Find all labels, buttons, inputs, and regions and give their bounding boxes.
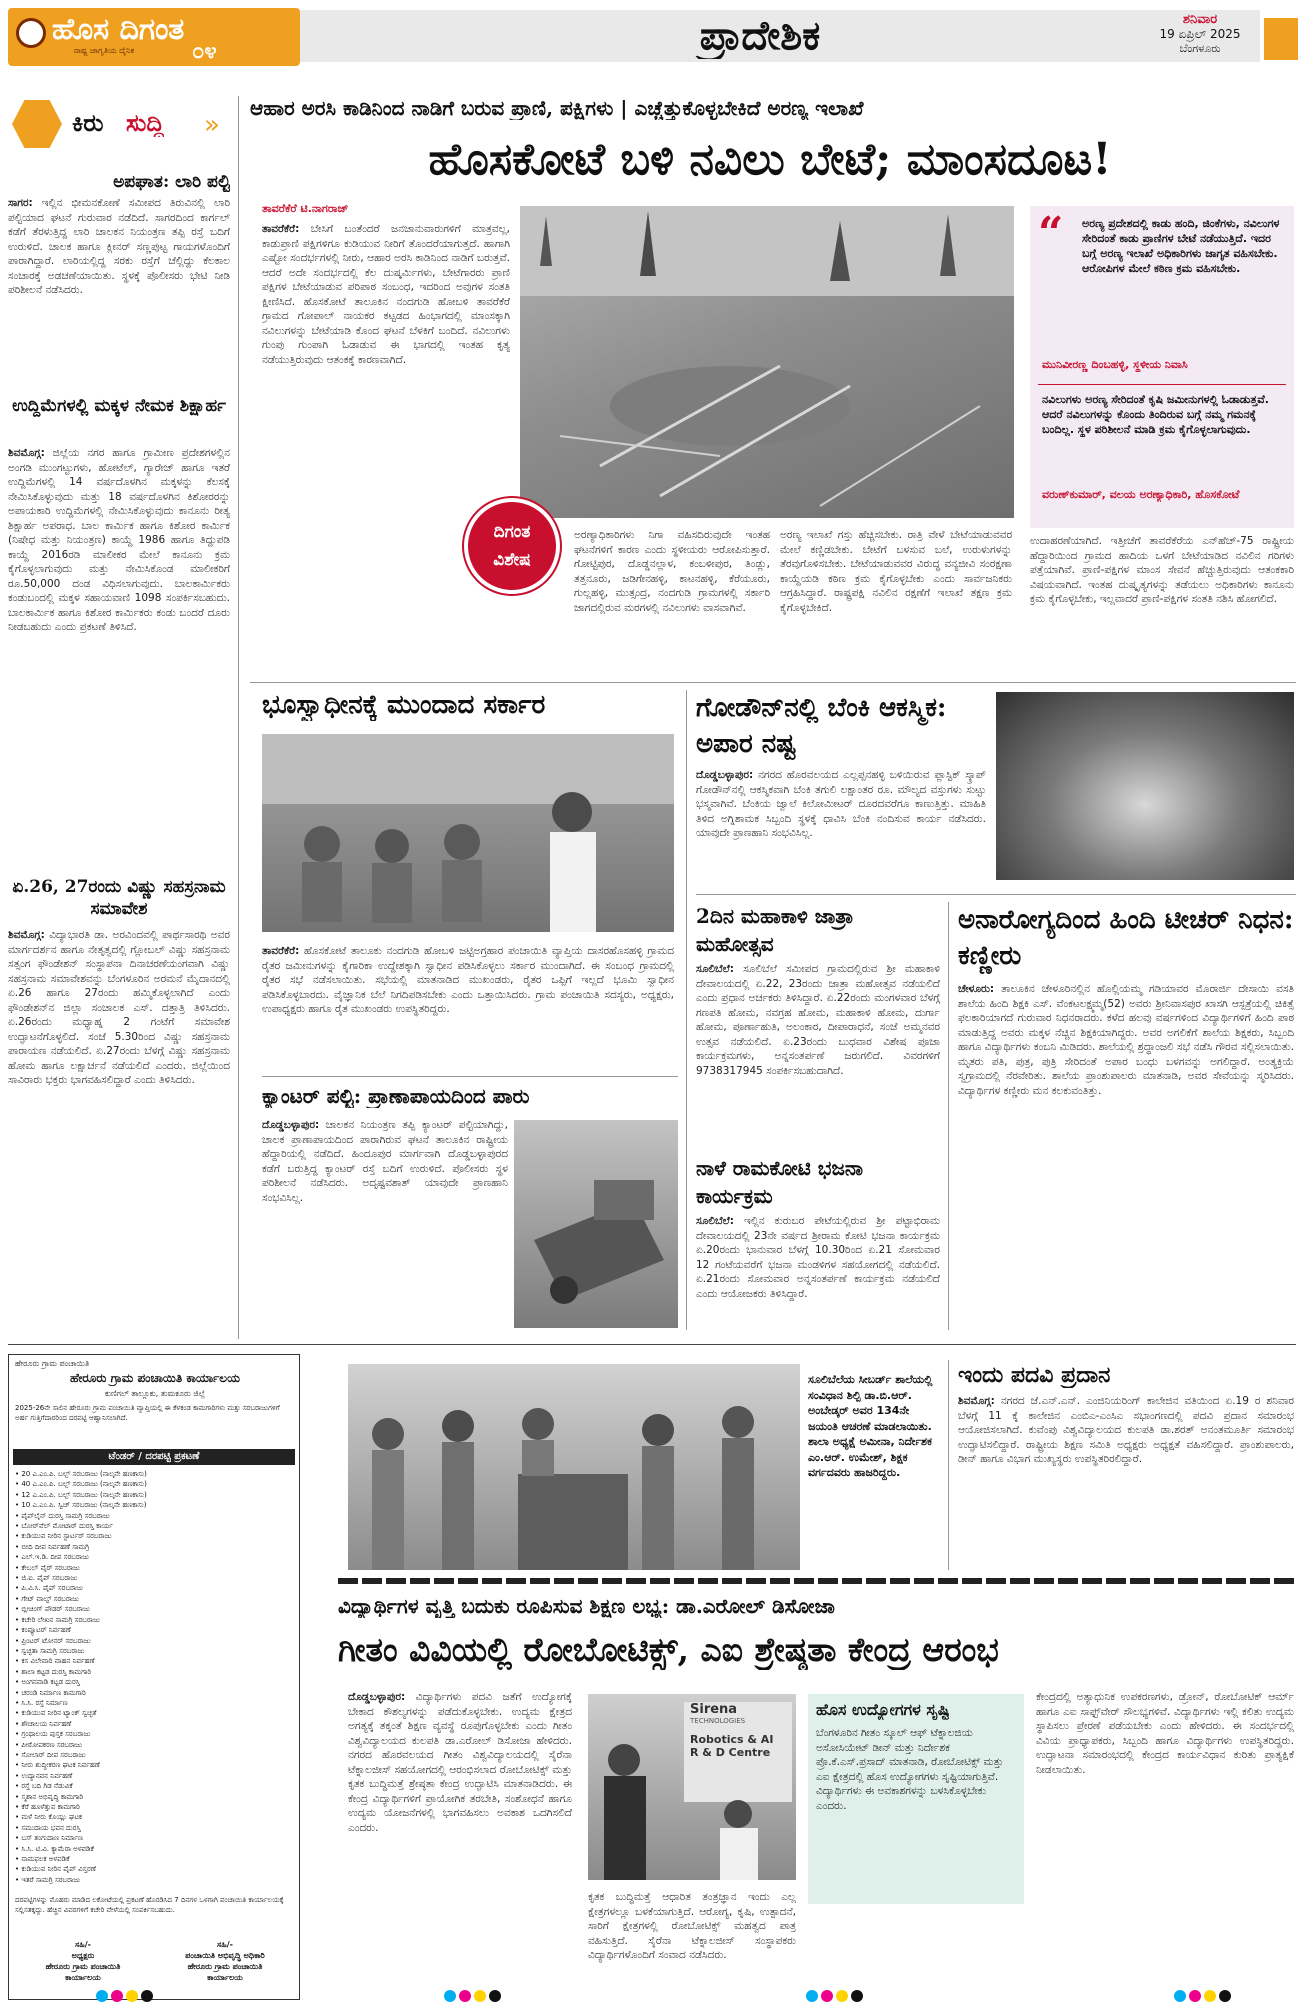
robotics-text-3: ಕೇಂದ್ರದಲ್ಲಿ ಅತ್ಯಾಧುನಿಕ ಉಪಕರಣಗಳು, ಡ್ರೋನ್, ರೋಬೋಟಿಕ್ ಆರ್ಮ್ ಹಾಗೂ ಎಐ ಸಾಫ್ಟ್‌ವೇರ್ ಸೌಲಭ್ಯಗಳಿವೆ. ವಿದ್ಯಾರ್ಥಿಗಳು ಇಲ್ಲಿ ಕಲಿತು ಉದ್ಯಮ ಸ್ಥಾಪಿಸಲು ಪ್ರೇರಣೆ ಪಡೆಯಬೇಕು ಎಂದು ಹೇಳಿದರು. ಈ ಸಂದರ್ಭದಲ್ಲಿ ವಿವಿಯ ಪ್ರಾಧ್ಯಾಪಕರು, ಸಿಬ್ಬಂದಿ ಹಾಗೂ ವಿದ್ಯಾರ್ಥಿಗಳು ಉಪಸ್ಥಿತರಿದ್ದರು. ಉದ್ಘಾಟನಾ ಸಮಾರಂಭದಲ್ಲಿ ಕೇಂದ್ರದ ಕಾರ್ಯವಿಧಾನ ಕುರಿತು ಪ್ರಾತ್ಯಕ್ಷಿಕೆ ನೀಡಲಾಯಿತು. xyxy=(1036,1691,1294,1776)
jatra-headline: 2ದಿನ ಮಹಾಕಾಳಿ ಜಾತ್ರಾ ಮಹೋತ್ಸವ xyxy=(696,904,854,956)
robotics-box-text: ಬೆಂಗಳೂರಿನ ಗೀತಂ ಸ್ಕೂಲ್ ಆಫ್ ಟೆಕ್ನಾಲಜಿಯ ಅಸೋಸಿಯೇಟ್ ಡೀನ್ ಮತ್ತು ನಿರ್ದೇಶಕ ಪ್ರೊ.ಕೆ.ಎಸ್.ಪ್ರಸಾದ್ ಮಾತನಾಡಿ, ರೋಬೋಟಿಕ್ಸ್ ಮತ್ತು ಎಐ ಕ್ಷೇತ್ರದಲ್ಲಿ ಹೊಸ ಉದ್ಯೋಗಗಳು ಸೃಷ್ಟಿಯಾಗುತ್ತಿವೆ. ವಿದ್ಯಾರ್ಥಿಗಳು ಈ ಅವಕಾಶಗಳನ್ನು ಬಳಸಿಕೊಳ್ಳಬೇಕು ಎಂದರು. xyxy=(816,1727,1004,1812)
fire-headline: ಗೋಡೌನ್‌ನಲ್ಲಿ ಬೆಂಕಿ ಆಕಸ್ಮಿಕ: ಅಪಾರ ನಷ್ಟ xyxy=(696,693,947,759)
robotics-photo-label-4: R & D Centre xyxy=(690,1746,771,1759)
robotics-body xyxy=(348,1690,572,2000)
tender-item: • ಕೆರೆ ಹೂಳೆತ್ತುವ ಕಾಮಗಾರಿ xyxy=(15,1803,80,1811)
tender-item: • ಇತರೆ ಸಾಮಗ್ರಿ ಸರಬರಾಜು xyxy=(15,1875,81,1884)
lead-text-2: ಅರಣ್ಯಾಧಿಕಾರಿಗಳು ನಿಗಾ ವಹಿಸದಿರುವುದೇ ಇಂತಹ ಘಟನೆಗಳಿಗೆ ಕಾರಣ ಎಂದು ಸ್ಥಳೀಯರು ಆರೋಪಿಸುತ್ತಾರೆ. ಗೋಟ್ಟಿಪುರ, ದೊಡ್ಡನಲ್ಲಾಳ, ಕಂಬಳೀಪುರ, ತಿಂಡ್ಲು, ತತ್ತನೂರು, ಜಡಿಗೇನಹಳ್ಳಿ, ಕಾಟನಹಳ್ಳಿ, ಕೆರೆಯೂರು, ಗುಲ್ಲಹಳ್ಳಿ, ಮುತ್ಸಂದ್ರ, ನಂದಗುಡಿ ಗ್ರಾಮಗಳಲ್ಲಿ ಸರ್ಕಾರಿ ಜಾಗದಲ್ಲಿರುವ ಮರಗಳಲ್ಲಿ ನವಿಲುಗಳು ವಾಸವಾಗಿವೆ. xyxy=(574,529,770,614)
robotics-kicker-bar xyxy=(338,1578,1296,1584)
sign-left-line-1: ಸಹಿ/- xyxy=(75,1940,91,1949)
page-number: ೦೪ xyxy=(192,38,217,64)
quote-1-text: ಅರಣ್ಯ ಪ್ರದೇಶದಲ್ಲಿ ಕಾಡು ಹಂದಿ, ಜಿಂಕೆಗಳು, ನವಿಲುಗಳ ಸೇರಿದಂತೆ ಕಾಡು ಪ್ರಾಣಿಗಳ ಬೇಟೆ ನಡೆಯುತ್ತಿದೆ. ಇದರ ಬಗ್ಗೆ ಅರಣ್ಯ ಇಲಾಖೆ ಅಧಿಕಾರಿಗಳು ಜಾಗೃತ ವಹಿಸಬೇಕು. ಆರೋಪಿಗಳ ಮೇಲೆ ಕಠಿಣ ಕ್ರಮ ವಹಿಸಬೇಕು. xyxy=(1082,217,1280,275)
canter-photo xyxy=(514,1120,678,1328)
tender-item: • 10 ಎ.ಎಂ.ಪಿ. ಸ್ವಿಚ್ ಸರಬರಾಜು (ನಾಲ್ಕನೇ ಹಣಕಾಸು) xyxy=(15,1501,147,1510)
tender-item: • ಗ್ರಂಥಾಲಯ ಪುಸ್ತಕ ಸರಬರಾಜು xyxy=(15,1730,91,1739)
bhajana-body xyxy=(696,1214,940,1332)
teacher-dateline: ಚೇಳೂರು: xyxy=(958,983,995,995)
tender-item: • 40 ಎ.ಎಂ.ಪಿ. ಬಲ್ಬ್ ಸರಬರಾಜು (ನಾಲ್ಕನೇ ಹಣಕಾಸು) xyxy=(15,1480,147,1489)
robotics-dateline: ದೊಡ್ಡಬಳ್ಳಾಪುರ: xyxy=(348,1691,406,1703)
tender-item: • ನಾಮಫಲಕ ಅಳವಡಿಕೆ xyxy=(15,1855,70,1864)
masthead-city: ಬೆಂಗಳೂರು xyxy=(1179,42,1221,55)
quote-mark-icon: “ xyxy=(1038,208,1064,259)
robotics-photo-label-1: Sirena xyxy=(690,1702,738,1717)
tender-footer-text: ದರಪಟ್ಟಿಗಳನ್ನು ಮೊಹರು ಮಾಡಿದ ಲಕೋಟೆಯಲ್ಲಿ ಪ್ರಕಟಣೆ ಹೊರಡಿಸಿದ 7 ದಿನಗಳ ಒಳಗಾಗಿ ಪಂಚಾಯಿತಿ ಕಾರ್ಯಾಲಯಕ್ಕೆ ಸಲ್ಲಿಸತಕ್ಕದ್ದು. ಹೆಚ್ಚಿನ ವಿವರಗಳಿಗೆ ಕಚೇರಿ ವೇಳೆಯಲ್ಲಿ ಸಂಪರ್ಕಿಸಬಹುದು. xyxy=(15,1896,284,1914)
tender-item: • ಎಲ್.ಇ.ಡಿ. ದೀಪ ಸರಬರಾಜು xyxy=(15,1553,90,1562)
quote-2-author: ವರುಣ್‌ಕುಮಾರ್, ವಲಯ ಅರಣ್ಯಾಧಿಕಾರಿ, ಹೊಸಕೋಟೆ xyxy=(1042,488,1240,501)
tender-item: • ಬಸ್ ತಂಗುದಾಣ ನಿರ್ಮಾಣ xyxy=(15,1834,83,1843)
tender-item: • ಬೋರ್‌ವೆಲ್ ಮೋಟಾರ್ ದುರಸ್ತಿ ಕಾರ್ಯ xyxy=(15,1522,113,1531)
quote-2-text: ನವಿಲುಗಳು ಅರಣ್ಯ ಸೇರಿದಂತೆ ಕೃಷಿ ಜಮೀನುಗಳಲ್ಲಿ ಓಡಾಡುತ್ತವೆ. ಆದರೆ ನವಿಲುಗಳನ್ನು ಕೊಂದು ತಿಂದಿರುವ ಬಗ್ಗೆ ನಮ್ಮ ಗಮನಕ್ಕೆ ಬಂದಿಲ್ಲ. ಸ್ಥಳ ಪರಿಶೀಲನೆ ಮಾಡಿ ಕ್ರಮ ಕೈಗೊಳ್ಳಲಾಗುವುದು. xyxy=(1042,393,1269,436)
section-rule xyxy=(8,1344,1296,1345)
tender-item: • ಪೀಠೋಪಕರಣ ಸರಬರಾಜು xyxy=(15,1740,83,1749)
tender-item: • ಕುಡಿಯುವ ನೀರಿನ ಪೈಪ್ ವಿಸ್ತರಣೆ xyxy=(15,1865,96,1874)
tender-item: • ಸಿ.ಸಿ. ಟಿ.ವಿ. ಕ್ಯಾಮೆರಾ ಅಳವಡಿಕೆ xyxy=(15,1844,94,1853)
masthead xyxy=(0,0,1308,70)
digantha-vishesha-badge xyxy=(464,498,560,594)
registration-marks xyxy=(806,1990,863,2002)
robotics-box xyxy=(808,1694,1024,1904)
robotics-body-2 xyxy=(588,1890,796,2000)
lead-photo xyxy=(520,206,1014,518)
tender-item: • ಸೋಲಾರ್ ದೀಪ ಸರಬರಾಜು xyxy=(15,1750,86,1759)
lead-body-3 xyxy=(780,528,1012,674)
tender-item: • ಕಸ ವಿಲೇವಾರಿ ವಾಹನ ನಿರ್ವಹಣೆ xyxy=(15,1657,95,1666)
tender-item: • 12 ಎ.ಎಂ.ಪಿ. ಬಲ್ಬ್ ಸರಬರಾಜು (ನಾಲ್ಕನೇ ಹಣಕಾಸು) xyxy=(15,1490,147,1499)
tender-office-top: ಹೇರೂರು ಗ್ರಾಮ ಪಂಚಾಯಿತಿ xyxy=(15,1359,90,1368)
tender-item: • ಬೀದಿ ದೀಪ ನಿರ್ವಹಣೆ ಸಾಮಗ್ರಿ xyxy=(15,1542,90,1551)
sign-right-line-2: ಪಂಚಾಯಿತಿ ಅಭಿವೃದ್ಧಿ ಅಧಿಕಾರಿ xyxy=(185,1951,265,1960)
canter-photo-graphic xyxy=(514,1120,678,1328)
land-text: ಹೊಸಕೋಟೆ ತಾಲೂಕು ನಂದಗುಡಿ ಹೋಬಳಿ ಜಟ್ಟಿಅಗ್ರಹಾರ ಪಂಚಾಯಿತಿ ವ್ಯಾಪ್ತಿಯ ದಾಸರಹೊಸಹಳ್ಳಿ ಗ್ರಾಮದ ರೈತರ ಜಮೀನುಗಳನ್ನು ಕೈಗಾರಿಕಾ ಉದ್ದೇಶಕ್ಕಾಗಿ ಸ್ವಾಧೀನ ಪಡಿಸಿಕೊಳ್ಳಲು ಸರ್ಕಾರ ಮುಂದಾಗಿದೆ. ಈ ಸಂಬಂಧ ಗ್ರಾಮದಲ್ಲಿ ರೈತರ ಸಭೆ ನಡೆಸಲಾಯಿತು. ಸಭೆಯಲ್ಲಿ ಮಾತನಾಡಿದ ಮುಖಂಡರು, ರೈತರ ಒಪ್ಪಿಗೆ ಇಲ್ಲದೆ ಭೂಮಿ ಸ್ವಾಧೀನ ಪಡಿಸಿಕೊಳ್ಳಬಾರದು. ವೈಜ್ಞಾನಿಕ ಬೆಲೆ ನಿಗದಿಪಡಿಸಬೇಕು ಎಂದು ಒತ್ತಾಯಿಸಿದರು. ಗ್ರಾಮ ಪಂಚಾಯಿತಿ ಸದಸ್ಯರು, ಅಧ್ಯಕ್ಷರು, ಉಪಾಧ್ಯಕ್ಷರು ಹಾಗೂ ರೈತ ಮುಖಂಡರು ಉಪಸ್ಥಿತರಿದ್ದರು. xyxy=(262,945,674,1015)
land-headline: ಭೂಸ್ವಾಧೀನಕ್ಕೆ ಮುಂದಾದ ಸರ್ಕಾರ xyxy=(262,690,546,720)
kirusuddi-title-1: ಅಪಘಾತ: ಲಾರಿ ಪಲ್ಟಿ xyxy=(113,172,230,192)
robotics-photo-label-2: TECHNOLOGIES xyxy=(690,1717,746,1725)
tender-item: • ಮಳೆ ನೀರು ಕೊಯ್ಲು ಘಟಕ xyxy=(15,1813,83,1822)
registration-marks xyxy=(96,1990,153,2002)
kirusuddi-header xyxy=(8,96,230,152)
tender-item: • ರಸ್ತೆ ಬದಿ ಗಿಡ ನೆಡುವಿಕೆ xyxy=(15,1782,73,1791)
masthead-date: 19 ಏಪ್ರಿಲ್ 2025 xyxy=(1159,27,1241,41)
bhajana-headline: ನಾಳೆ ರಾಮಕೋಟಿ ಭಜನಾ ಕಾರ್ಯಕ್ರಮ xyxy=(696,1156,864,1208)
badge-bottom-text: ವಿಶೇಷ xyxy=(493,550,531,570)
kirusuddi-column xyxy=(8,96,230,1339)
logo-text: ಹೊಸ ದಿಗಂತ xyxy=(52,12,185,47)
ambedkar-caption: ಸೂಲಿಬೆಲೆಯ ಸೀಬರ್ಡ್ ಶಾಲೆಯಲ್ಲಿ ಸಂವಿಧಾನ ಶಿಲ್ಪಿ ಡಾ.ಬಿ.ಆರ್. ಅಂಬೇಡ್ಕರ್ ಅವರ 134ನೇ ಜಯಂತಿ ಆಚರಣೆ ಮಾಡಲಾಯಿತು. ಶಾಲಾ ಅಧ್ಯಕ್ಷೆ ಅಮೀನಾ, ನಿರ್ದೇಶಕ ಎಂ.ಆರ್. ಉಮೇಶ್, ಶಿಕ್ಷಕ ವರ್ಗದವರು ಹಾಜರಿದ್ದರು. xyxy=(808,1373,933,1479)
tender-item: • ನೀರು ಶುದ್ಧೀಕರಣ ಘಟಕ ನಿರ್ವಹಣೆ xyxy=(15,1761,100,1770)
lead-text-4: ಉದಾಹರಣೆಯಾಗಿದೆ. ಇತ್ತೀಚೆಗೆ ತಾವರೆಕೆರೆಯ ಎನ್‌ಹೆಚ್-75 ರಾಷ್ಟ್ರೀಯ ಹೆದ್ದಾರಿಯಿಂದ ಗ್ರಾಮದ ಹಾದಿಯ ಒಳಗೆ ಬೇಟೆಯಾಡಿದ ನವಿಲಿನ ಗರಿಗಳು ಪತ್ತೆಯಾಗಿವೆ. ಪ್ರಾಣಿ-ಪಕ್ಷಿಗಳ ಮಾಂಸ ಸೇವನೆ ಹೆಚ್ಚುತ್ತಿರುವುದು ಆತಂಕಕಾರಿ ವಿಷಯವಾಗಿದೆ. ಇಂತಹ ದುಷ್ಕೃತ್ಯಗಳನ್ನು ತಡೆಯಲು ಅಧಿಕಾರಿಗಳು ಕಾನೂನು ಕ್ರಮ ಕೈಗೊಳ್ಳಬೇಕು, ಇಲ್ಲವಾದರೆ ಪ್ರಾಣಿ-ಪಕ್ಷಿಗಳ ಸಂತತಿ ನಶಿಸಿ ಹೋಗಲಿದೆ. xyxy=(1030,535,1294,605)
tender-item: • ಪೈಪ್‌ಲೈನ್ ದುರಸ್ತಿ ಸಾಮಗ್ರಿ ಸರಬರಾಜು xyxy=(15,1511,110,1520)
jatra-dateline: ಸೂಲಿಬೆಲೆ: xyxy=(696,963,734,975)
sign-left-line-3: ಹೇರೂರು ಗ್ರಾಮ ಪಂಚಾಯಿತಿ xyxy=(45,1962,121,1971)
column-divider xyxy=(948,902,949,1330)
robotics-kicker: ವಿದ್ಯಾರ್ಥಿಗಳ ವೃತ್ತಿ ಬದುಕು ರೂಪಿಸುವ ಶಿಕ್ಷಣ ಲಭ್ಯ: ಡಾ.ಎರೋಲ್ ಡಿಸೋಜಾ xyxy=(338,1594,835,1618)
tender-item: • ಸಿ.ಸಿ. ರಸ್ತೆ ನಿರ್ಮಾಣ xyxy=(15,1698,68,1707)
land-body xyxy=(262,944,674,1070)
fire-body xyxy=(696,768,986,888)
robotics-text: ವಿದ್ಯಾರ್ಥಿಗಳು ಪದವಿ ಜತೆಗೆ ಉದ್ಯೋಗಕ್ಕೆ ಬೇಕಾದ ಕೌಶಲ್ಯಗಳನ್ನು ಪಡೆದುಕೊಳ್ಳಬೇಕು. ಉದ್ಯಮ ಕ್ಷೇತ್ರದ ಅಗತ್ಯಕ್ಕೆ ತಕ್ಕಂತೆ ಶಿಕ್ಷಣ ವ್ಯವಸ್ಥೆ ರೂಪುಗೊಳ್ಳಬೇಕು ಎಂದು ಗೀತಂ ವಿಶ್ವವಿದ್ಯಾಲಯದ ಕುಲಪತಿ ಡಾ.ಎರೋಲ್ ಡಿಸೋಜಾ ಹೇಳಿದರು. ನಗರದ ಹೊರವಲಯದ ಗೀತಂ ವಿಶ್ವವಿದ್ಯಾಲಯದಲ್ಲಿ ಸೈರೆನಾ ಟೆಕ್ನಾಲಜೀಸ್ ಸಹಯೋಗದಲ್ಲಿ ಆರಂಭಿಸಲಾದ ರೋಬೋಟಿಕ್ಸ್ ಮತ್ತು ಕೃತಕ ಬುದ್ಧಿಮತ್ತೆ ಶ್ರೇಷ್ಠತಾ ಕೇಂದ್ರ ಉದ್ಘಾಟಿಸಿ ಮಾತನಾಡಿದರು. ಈ ಕೇಂದ್ರ ವಿದ್ಯಾರ್ಥಿಗಳಿಗೆ ಪ್ರಾಯೋಗಿಕ ತರಬೇತಿ, ಸಂಶೋಧನೆ ಹಾಗೂ ಉದ್ಯಮ ಯೋಜನೆಗಳಲ್ಲಿ ಭಾಗವಹಿಸಲು ಅವಕಾಶ ಒದಗಿಸಲಿದೆ ಎಂದರು. xyxy=(348,1691,572,1834)
kirusuddi-text-3: ವಿದ್ಯಾಭಾರತಿ ಡಾ. ಅರವಿಂದವಲ್ಲಿ ಪಾರ್ಥಸಾರಥಿ ಅವರ ಮಾರ್ಗದರ್ಶನ ಹಾಗೂ ನೇತೃತ್ವದಲ್ಲಿ ಗ್ಲೋಬಲ್ ವಿಷ್ಣು ಸಹಸ್ರನಾಮ ಸತ್ಸಂಗ ಫೌಂಡೇಶನ್ ಸಂಸ್ಥಾಪನಾ ದಿನಾಚರಣೆಯಂಗವಾಗಿ ವಿಷ್ಣು ಸಹಸ್ರನಾಮ ಸಮಾವೇಶವನ್ನು ಬೆಂಗಳೂರಿನ ಅರಮನೆ ಮೈದಾನದಲ್ಲಿ ಏ.26 ಹಾಗೂ 27ರಂದು ಹಮ್ಮಿಕೊಳ್ಳಲಾಗಿದೆ ಎಂದು ಫೌಂಡೇಶನ್‌ನ ಜಿಲ್ಲಾ ಸಂಚಾಲಕ ಎಸ್. ದತ್ತಾತ್ರಿ ತಿಳಿಸಿದರು. ಏ.26ರಂದು ಮಧ್ಯಾಹ್ನ 2 ಗಂಟೆಗೆ ಸಮಾವೇಶ ಉದ್ಘಾಟನೆಗೊಳ್ಳಲಿದೆ. ಸಂಜೆ 5.30ರಿಂದ ವಿಷ್ಣು ಸಹಸ್ರನಾಮ ಪಾರಾಯಣ ನಡೆಯಲಿದೆ. ಏ.27ರಂದು ಬೆಳಗ್ಗೆ ವಿಷ್ಣು ಸಹಸ್ರನಾಮ ಹೋಮ ಹಾಗೂ ಲಕ್ಷಾರ್ಚನೆ ನಡೆಯಲಿದೆ ಎಂದರು. ಜಿಲ್ಲೆಯಿಂದ ಸಾವಿರಾರು ಭಕ್ತರು ಭಾಗವಹಿಸಲಿದ್ದಾರೆ ಎಂದು ತಿಳಿಸಿದರು. xyxy=(8,929,230,1086)
kirusuddi-item-1 xyxy=(8,196,230,398)
tender-item: • ಕುಡಿಯುವ ನೀರಿನ ಸ್ಟಾರ್ಟರ್ ಸರಬರಾಜು xyxy=(15,1532,112,1541)
tender-item: • 20 ಎ.ಎಂ.ಪಿ. ಬಲ್ಬ್ ಸರಬರಾಜು (ನಾಲ್ಕನೇ ಹಣಕಾಸು) xyxy=(15,1470,147,1478)
tender-item: • ಪಿ.ವಿ.ಸಿ. ಪೈಪ್ ಸರಬರಾಜು xyxy=(15,1584,84,1593)
canter-dateline: ದೊಡ್ಡಬಳ್ಳಾಪುರ: xyxy=(262,1119,320,1131)
robotics-photo-label-3: Robotics & AI xyxy=(690,1733,774,1746)
logo-tagline: ರಾಷ್ಟ್ರ ಜಾಗೃತಿಯ ದೈನಿಕ xyxy=(74,46,135,55)
column-divider xyxy=(238,96,239,1339)
tender-item: • ಸ್ಮಶಾನ ಅಭಿವೃದ್ಧಿ ಕಾಮಗಾರಿ xyxy=(15,1792,84,1801)
padavi-text: ನಗರದ ಜೆ.ಎನ್.ಎನ್. ಎಂಜಿನಿಯರಿಂಗ್ ಕಾಲೇಜಿನ ವತಿಯಿಂದ ಏ.19 ರ ಶನಿವಾರ ಬೆಳಗ್ಗೆ 11 ಕ್ಕೆ ಕಾಲೇಜಿನ ಎಂಬಿಎ-ಎಂಸಿಎ ಸಭಾಂಗಣದಲ್ಲಿ ಪದವಿ ಪ್ರದಾನ ಸಮಾರಂಭ ಆಯೋಜಿಸಲಾಗಿದೆ. ಕುವೆಂಪು ವಿಶ್ವವಿದ್ಯಾಲಯದ ಕುಲಪತಿ ಡಾ.ಶರತ್ ಅನಂತಮೂರ್ತಿ ಸಮಾರಂಭ ಉದ್ಘಾಟಿಸಲಿದ್ದಾರೆ. ರಾಷ್ಟ್ರೀಯ ಶಿಕ್ಷಣ ಸಮಿತಿ ಅಧ್ಯಕ್ಷರು ಅಧ್ಯಕ್ಷತೆ ವಹಿಸಲಿದ್ದಾರೆ. ಪ್ರಾಂಶುಪಾಲರು, ಡೀನ್ ಹಾಗೂ ವಿಭಾಗ ಮುಖ್ಯಸ್ಥರು ಉಪಸ್ಥಿತರಿರಲಿದ್ದಾರೆ. xyxy=(958,1395,1294,1465)
lead-body-2 xyxy=(574,528,770,674)
tender-advertisement xyxy=(8,1354,300,2000)
tender-item: • ಬ್ಲೀಚಿಂಗ್ ಪೌಡರ್ ಸರಬರಾಜು xyxy=(15,1605,91,1614)
column-divider xyxy=(948,1360,949,1570)
section-rule xyxy=(696,894,1296,895)
lead-dateline: ತಾವರೆಕೆರೆ: xyxy=(262,223,300,235)
kirusuddi-hand-icon xyxy=(12,100,62,148)
padavi-body xyxy=(958,1394,1294,1570)
kirusuddi-label-1: ಕಿರು xyxy=(72,108,104,137)
robotics-text-2: ಕೃತಕ ಬುದ್ಧಿಮತ್ತೆ ಆಧಾರಿತ ತಂತ್ರಜ್ಞಾನ ಇಂದು ಎಲ್ಲ ಕ್ಷೇತ್ರಗಳಲ್ಲೂ ಬಳಕೆಯಾಗುತ್ತಿದೆ. ಆರೋಗ್ಯ, ಕೃಷಿ, ಉತ್ಪಾದನೆ, ಸಾರಿಗೆ ಕ್ಷೇತ್ರಗಳಲ್ಲಿ ರೋಬೋಟಿಕ್ಸ್ ಮಹತ್ವದ ಪಾತ್ರ ವಹಿಸುತ್ತಿದೆ. ಸೈರೆನಾ ಟೆಕ್ನಾಲಜೀಸ್ ಸಂಸ್ಥಾಪಕರು ವಿದ್ಯಾರ್ಥಿಗಳೊಂದಿಗೆ ಸಂವಾದ ನಡೆಸಿದರು. xyxy=(588,1891,796,1961)
padavi-dateline: ಶಿವಮೊಗ್ಗ: xyxy=(958,1395,995,1407)
bhajana-dateline: ಸೂಲಿಬೆಲೆ: xyxy=(696,1215,734,1227)
kirusuddi-item-3 xyxy=(8,928,230,1339)
section-title: ಪ್ರಾದೇಶಿಕ xyxy=(699,12,821,59)
kirusuddi-chevron-icon: » xyxy=(204,110,220,140)
masthead-date-block xyxy=(1140,12,1260,56)
lead-text: ಬೇಸಿಗೆ ಬಂತೆಂದರೆ ಜನಜಾನುವಾರುಗಳಿಗೆ ಮಾತ್ರವಲ್ಲ, ಕಾಡುಪ್ರಾಣಿ ಪಕ್ಷಿಗಳಿಗೂ ಕುಡಿಯುವ ನೀರಿಗೆ ತೊಂದರೆಯಾಗುತ್ತದೆ. ಹಾಗಾಗಿ ಎಷ್ಟೋ ಸಂದರ್ಭಗಳಲ್ಲಿ ನೀರು, ಆಹಾರ ಅರಸಿ ಕಾಡಿನಿಂದ ನಾಡಿಗೆ ಬರುತ್ತವೆ. ಆದರೆ ಅದೇ ಸಂದರ್ಭದಲ್ಲಿ ಕೆಲ ದುಷ್ಕರ್ಮಿಗಳು, ಬೇಟೆಗಾರರು ಪ್ರಾಣಿ ಪಕ್ಷಿಗಳ ಬೇಟೆಯಾಡುವ ಪರಿಪಾಠ ಸಂಬಂಧ, ಇದರಿಂದ ಅವುಗಳ ಸಂತತಿ ಕ್ಷೀಣಿಸಿದೆ. ಹೊಸಕೋಟೆ ತಾಲೂಕಿನ ನಂದಗುಡಿ ಹೋಬಳಿ ತಾವರೆಕೆರೆ ಗ್ರಾಮದ ಗೋಪಾಲ್ ನಾಯಕರ ಕಟ್ಟಡದ ಹಿಂಭಾಗದಲ್ಲಿ ಮಾಂಸಕ್ಕಾಗಿ ನವಿಲುಗಳನ್ನು ಬೇಟೆಯಾಡಿ ಕೊಂದ ಘಟನೆ ಬೆಳಕಿಗೆ ಬಂದಿದೆ. ನವಿಲುಗಳು ಗುಂಪು ಗುಂಪಾಗಿ ಓಡಾಡುವ ಈ ಭಾಗದಲ್ಲಿ ಇಂತಹ ಕೃತ್ಯ ನಡೆಯುತ್ತಿರುವುದು ಆತಂಕಕ್ಕೆ ಕಾರಣವಾಗಿದೆ. xyxy=(262,223,510,366)
kirusuddi-title-2: ಉದ್ದಿಮೆಗಳಲ್ಲಿ ಮಕ್ಕಳ ನೇಮಕ ಶಿಕ್ಷಾರ್ಹ xyxy=(12,396,226,416)
kirusuddi-title-3: ಏ.26, 27ರಂದು ವಿಷ್ಣು ಸಹಸ್ರನಾಮ ಸಮಾವೇಶ xyxy=(12,877,226,919)
logo-emblem-icon xyxy=(16,18,46,48)
tender-item: • ಕೇಬಲ್ ವೈರ್ ಸರಬರಾಜು xyxy=(15,1563,80,1572)
masthead-day: ಶನಿವಾರ xyxy=(1182,12,1218,27)
sign-right-line-1: ಸಹಿ/- xyxy=(217,1940,233,1949)
tender-item: • ಸ್ವಚ್ಛತಾ ಸಾಮಗ್ರಿ ಸರಬರಾಜು xyxy=(15,1646,85,1655)
robotics-photo xyxy=(588,1694,796,1880)
canter-body xyxy=(262,1118,508,1332)
tender-bar: ಟೆಂಡರ್ / ದರಪಟ್ಟಿ ಪ್ರಕಟಣೆ xyxy=(13,1449,295,1465)
lead-headline: ಹೊಸಕೋಟೆ ಬಳಿ ನವಿಲು ಬೇಟೆ; ಮಾಂಸದೂಟ! xyxy=(428,134,1112,185)
masthead-color-strip xyxy=(1264,18,1298,60)
tender-item: • ಕಂಪ್ಯೂಟರ್ ನಿರ್ವಹಣೆ xyxy=(15,1626,71,1635)
robotics-box-title: ಹೊಸ ಉದ್ಯೋಗಗಳ ಸೃಷ್ಟಿ xyxy=(816,1700,950,1719)
kirusuddi-dateline-3: ಶಿವಮೊಗ್ಗ: xyxy=(8,929,45,941)
kirusuddi-dateline-1: ಸಾಗರ: xyxy=(8,197,33,209)
land-dateline: ತಾವರೆಕೆರೆ: xyxy=(262,945,300,957)
tender-item: • ಚರಂಡಿ ನಿರ್ಮಾಣ ಕಾಮಗಾರಿ xyxy=(15,1688,86,1697)
tender-item: • ಕುಡಿಯುವ ನೀರಿನ ಟ್ಯಾಂಕ್ ಸ್ವಚ್ಛತೆ xyxy=(15,1709,97,1718)
kirusuddi-item-2 xyxy=(8,446,230,864)
badge-top-text: ದಿಗಂತ xyxy=(493,522,531,542)
lead-kicker: ಆಹಾರ ಅರಸಿ ಕಾಡಿನಿಂದ ನಾಡಿಗೆ ಬರುವ ಪ್ರಾಣಿ, ಪಕ್ಷಿಗಳು | ಎಚ್ಚೆತ್ತುಕೊಳ್ಳಬೇಕಿದೆ ಅರಣ್ಯ ಇಲಾಖೆ xyxy=(250,96,864,120)
teacher-text: ತಾಲೂಕಿನ ಚೇಳೂರಿನಲ್ಲಿನ ಹೊಲ್ಲಿಯಮ್ಮ ಗಡಿಯಾವರ ಮೊರಾರ್ಜಿ ದೇಸಾಯಿ ವಸತಿ ಶಾಲೆಯ ಹಿಂದಿ ಶಿಕ್ಷಕಿ ಎಸ್. ವೆಂಕಟಲಕ್ಷ್ಮಮ್ಮ(52) ಅವರು ಶ್ರೀನಿವಾಸಪುರ ಖಾಸಗಿ ಆಸ್ಪತ್ರೆಯಲ್ಲಿ ಚಿಕಿತ್ಸೆ ಫಲಕಾರಿಯಾಗದೆ ಗುರುವಾರ ನಿಧನರಾದರು. ಕಳೆದ ಹಲವು ವರ್ಷಗಳಿಂದ ವಿದ್ಯಾರ್ಥಿಗಳಿಗೆ ಹಿಂದಿ ಪಾಠ ಮಾಡುತ್ತಿದ್ದ ಅವರು ಮಕ್ಕಳ ನೆಚ್ಚಿನ ಶಿಕ್ಷಕಿಯಾಗಿದ್ದರು. ಅವರ ಅಗಲಿಕೆಗೆ ಶಾಲೆಯ ಶಿಕ್ಷಕರು, ಸಿಬ್ಬಂದಿ ಹಾಗೂ ವಿದ್ಯಾರ್ಥಿಗಳು ಕಂಬನಿ ಮಿಡಿದರು. ಶಾಲೆಯಲ್ಲಿ ಶ್ರದ್ಧಾಂಜಲಿ ಸಭೆ ನಡೆಸಿ ಗೌರವ ಸಲ್ಲಿಸಲಾಯಿತು. ಮೃತರು ಪತಿ, ಪುತ್ರ, ಪುತ್ರಿ ಸೇರಿದಂತೆ ಅಪಾರ ಬಂಧು ಬಳಗವನ್ನು ಅಗಲಿದ್ದಾರೆ. ಅಂತ್ಯಕ್ರಿಯೆ ಸ್ವಗ್ರಾಮದಲ್ಲಿ ನೆರವೇರಿತು. ಶಾಲೆಯ ಪ್ರಾಂಶುಪಾಲರು ಮಾತನಾಡಿ, ಅವರ ಸೇವೆಯನ್ನು ಸ್ಮರಿಸಿದರು. ವಿದ್ಯಾರ್ಥಿಗಳ ಕಣ್ಣೀರು ಮನ ಕಲಕುವಂತಿತ್ತು. xyxy=(958,983,1294,1097)
tender-item: • ಅಂಗನವಾಡಿ ಕಟ್ಟಡ ದುರಸ್ತಿ xyxy=(15,1678,81,1687)
robotics-photo-graphic xyxy=(588,1694,796,1880)
kirusuddi-text-1: ಇಲ್ಲಿನ ಭೀಮನಕೋಣೆ ಸಮೀಪದ ತಿರುವಿನಲ್ಲಿ ಲಾರಿ ಪಲ್ಟಿಯಾದ ಘಟನೆ ಗುರುವಾರ ನಡೆದಿದೆ. ಸಾಗರದಿಂದ ಕಾರ್ಗಲ್ ಕಡೆಗೆ ತೆರಳುತ್ತಿದ್ದ ಲಾರಿ ಚಾಲಕನ ನಿಯಂತ್ರಣ ತಪ್ಪಿ ರಸ್ತೆ ಬದಿಗೆ ಉರುಳಿದೆ. ಚಾಲಕ ಹಾಗೂ ಕ್ಲೀನರ್ ಸಣ್ಣಪುಟ್ಟ ಗಾಯಗಳೊಂದಿಗೆ ಪಾರಾಗಿದ್ದಾರೆ. ಲಾರಿಯಲ್ಲಿದ್ದ ಸರಕು ರಸ್ತೆಗೆ ಚೆಲ್ಲಿದ್ದು ಕೆಲಕಾಲ ಸಂಚಾರಕ್ಕೆ ಅಡಚಣೆಯಾಯಿತು. ಸ್ಥಳಕ್ಕೆ ಪೊಲೀಸರು ಭೇಟಿ ನೀಡಿ ಪರಿಶೀಲನೆ ನಡೆಸಿದರು. xyxy=(8,197,230,296)
tender-signature-right xyxy=(155,1939,295,1983)
lead-text-3: ಅರಣ್ಯ ಇಲಾಖೆ ಗಸ್ತು ಹೆಚ್ಚಿಸಬೇಕು. ರಾತ್ರಿ ವೇಳೆ ಬೇಟೆಯಾಡುವವರ ಮೇಲೆ ಕಣ್ಣಿಡಬೇಕು. ಬೇಟೆಗೆ ಬಳಸುವ ಬಲೆ, ಉರುಳುಗಳನ್ನು ತೆರವುಗೊಳಿಸಬೇಕು. ಬೇಟೆಯಾಡುವವರ ವಿರುದ್ಧ ವನ್ಯಜೀವಿ ಸಂರಕ್ಷಣಾ ಕಾಯ್ದೆಯಡಿ ಕಠಿಣ ಕ್ರಮ ಕೈಗೊಳ್ಳಬೇಕು ಎಂದು ಸಾರ್ವಜನಿಕರು ಆಗ್ರಹಿಸಿದ್ದಾರೆ. ರಾಷ್ಟ್ರಪಕ್ಷಿ ನವಿಲಿನ ರಕ್ಷಣೆಗೆ ಇಲಾಖೆ ತಕ್ಷಣ ಕ್ರಮ ಕೈಗೊಳ್ಳಬೇಕಿದೆ. xyxy=(780,529,1012,614)
land-photo-graphic xyxy=(262,734,674,932)
sign-right-line-4: ಕಾರ್ಯಾಲಯ xyxy=(207,1973,243,1982)
tender-item: • ಶೌಚಾಲಯ ನಿರ್ವಹಣೆ xyxy=(15,1719,72,1728)
ambedkar-photo xyxy=(348,1364,800,1570)
canter-text: ಚಾಲಕನ ನಿಯಂತ್ರಣ ತಪ್ಪಿ ಕ್ಯಾಂಟರ್ ಪಲ್ಟಿಯಾಗಿದ್ದು, ಚಾಲಕ ಪ್ರಾಣಾಪಾಯದಿಂದ ಪಾರಾಗಿರುವ ಘಟನೆ ತಾಲೂಕಿನ ರಾಷ್ಟ್ರೀಯ ಹೆದ್ದಾರಿಯಲ್ಲಿ ನಡೆದಿದೆ. ಹಿಂದೂಪುರ ಮಾರ್ಗವಾಗಿ ದೊಡ್ಡಬಳ್ಳಾಪುರದ ಕಡೆಗೆ ಬರುತ್ತಿದ್ದ ಕ್ಯಾಂಟರ್ ರಸ್ತೆ ಬದಿಗೆ ಉರುಳಿದೆ. ಪೊಲೀಸರು ಸ್ಥಳ ಪರಿಶೀಲನೆ ನಡೆಸಿದರು. ಅದೃಷ್ಟವಶಾತ್ ಯಾವುದೇ ಪ್ರಾಣಹಾನಿ ಸಂಭವಿಸಿಲ್ಲ. xyxy=(262,1119,508,1204)
tender-item-list xyxy=(15,1469,295,1889)
tender-intro: 2025-26ನೇ ಸಾಲಿನ ಹೇರೂರು ಗ್ರಾಮ ಪಂಚಾಯಿತಿ ವ್ಯಾಪ್ತಿಯಲ್ಲಿ ಈ ಕೆಳಕಂಡ ಕಾಮಗಾರಿಗಳು ಮತ್ತು ಸರಬರಾಜುಗಳಿಗೆ ಅರ್ಹ ಗುತ್ತಿಗೆದಾರರಿಂದ ದರಪಟ್ಟಿ ಆಹ್ವಾನಿಸಲಾಗಿದೆ. xyxy=(15,1404,280,1422)
kirusuddi-text-2: ಜಿಲ್ಲೆಯ ನಗರ ಹಾಗೂ ಗ್ರಾಮೀಣ ಪ್ರದೇಶಗಳಲ್ಲಿನ ಅಂಗಡಿ ಮುಂಗಟ್ಟುಗಳು, ಹೋಟೆಲ್, ಗ್ಯಾರೇಜ್ ಹಾಗೂ ಇತರೆ ಉದ್ದಿಮೆಗಳಲ್ಲಿ 14 ವರ್ಷದೊಳಗಿನ ಮಕ್ಕಳನ್ನು ಕೆಲಸಕ್ಕೆ ನೇಮಿಸಿಕೊಳ್ಳುವುದು ಮತ್ತು 18 ವರ್ಷದೊಳಗಿನ ಕಿಶೋರರನ್ನು ಅಪಾಯಕಾರಿ ಉದ್ದಿಮೆಗಳಲ್ಲಿ ನೇಮಿಸಿಕೊಳ್ಳುವುದು ಕಾನೂನು ರೀತ್ಯ ಶಿಕ್ಷಾರ್ಹ ಅಪರಾಧ. ಬಾಲ ಕಾರ್ಮಿಕ ಹಾಗೂ ಕಿಶೋರ ಕಾರ್ಮಿಕ (ನಿಷೇಧ ಮತ್ತು ನಿಯಂತ್ರಣ) ಕಾಯ್ದೆ 1986 ಹಾಗೂ ತಿದ್ದುಪಡಿ ಕಾಯ್ದೆ 2016ರಡಿ ಮಾಲೀಕರ ಮೇಲೆ ಕಾನೂನು ಕ್ರಮ ಕೈಗೊಳ್ಳಲಾಗುವುದು ಮತ್ತು ನೇಮಿಸಿಕೊಂಡ ಮಾಲೀಕರಿಗೆ ರೂ.50,000 ದಂಡ ವಿಧಿಸಲಾಗುವುದು. ಬಾಲಕಾರ್ಮಿಕರು ಕಂಡುಬಂದಲ್ಲಿ ಮಕ್ಕಳ ಸಹಾಯವಾಣಿ 1098 ಸಂಪರ್ಕಿಸಬಹುದು. ಬಾಲಕಾರ್ಮಿಕ ಹಾಗೂ ಕಿಶೋರ ಕಾರ್ಮಿಕರು ಕಂಡು ಬಂದರೆ ದೂರು ನೀಡಬಹುದು ಎಂದು ಪ್ರಕಟಣೆ ತಿಳಿಸಿದೆ. xyxy=(8,447,230,633)
padavi-headline: ಇಂದು ಪದವಿ ಪ್ರದಾನ xyxy=(958,1362,1111,1388)
jatra-body xyxy=(696,962,940,1182)
fire-dateline: ದೊಡ್ಡಬಳ್ಳಾಪುರ: xyxy=(696,769,754,781)
column-divider xyxy=(686,690,687,1330)
lead-body xyxy=(262,222,510,662)
section-rule xyxy=(262,1076,678,1077)
fire-text: ನಗರದ ಹೊರವಲಯದ ಎಲ್ಲಪ್ಪನಹಳ್ಳಿ ಬಳಿಯಿರುವ ಪ್ಲಾಸ್ಟಿಕ್ ಸ್ಕ್ರಾಪ್ ಗೋಡೌನ್‌ನಲ್ಲಿ ಆಕಸ್ಮಿಕವಾಗಿ ಬೆಂಕಿ ತಗುಲಿ ಲಕ್ಷಾಂತರ ರೂ. ಮೌಲ್ಯದ ವಸ್ತುಗಳು ಸುಟ್ಟು ಭಸ್ಮವಾಗಿವೆ. ಬೆಂಕಿಯ ಜ್ವಾಲೆ ಕಿಲೋಮೀಟರ್ ದೂರದವರೆಗೂ ಕಾಣುತ್ತಿತ್ತು. ಮಾಹಿತಿ ತಿಳಿದ ಅಗ್ನಿಶಾಮಕ ಸಿಬ್ಬಂದಿ ಸ್ಥಳಕ್ಕೆ ಧಾವಿಸಿ ಬೆಂಕಿ ನಂದಿಸುವ ಕಾರ್ಯ ನಡೆಸಿದರು. ಯಾವುದೇ ಪ್ರಾಣಹಾನಿ ಸಂಭವಿಸಿಲ್ಲ. xyxy=(696,769,986,839)
tender-item: • ಗೇಟ್ ವಾಲ್ವ್ ಸರಬರಾಜು xyxy=(15,1594,80,1603)
tender-item: • ಕಚೇರಿ ಲೇಖನ ಸಾಮಗ್ರಿ ಸರಬರಾಜು xyxy=(15,1615,101,1624)
tender-sub: ಕುಣಿಗಲ್ ತಾಲ್ಲೂಕು, ತುಮಕೂರು ಜಿಲ್ಲೆ xyxy=(104,1389,206,1398)
quote-divider xyxy=(1038,384,1286,385)
sign-right-line-3: ಹೇರೂರು ಗ್ರಾಮ ಪಂಚಾಯಿತಿ xyxy=(187,1962,263,1971)
section-rule xyxy=(250,682,1296,683)
robotics-headline: ಗೀತಂ ವಿವಿಯಲ್ಲಿ ರೋಬೋಟಿಕ್ಸ್, ಎಐ ಶ್ರೇಷ್ಠತಾ ಕೇಂದ್ರ ಆರಂಭ xyxy=(338,1630,999,1669)
masthead-logo-box xyxy=(8,8,300,66)
kirusuddi-dateline-2: ಶಿವಮೊಗ್ಗ: xyxy=(8,447,45,459)
teacher-body xyxy=(958,982,1294,1334)
ambedkar-photo-graphic xyxy=(348,1364,800,1570)
lead-body-4 xyxy=(1030,534,1294,674)
lead-quote-box xyxy=(1030,206,1294,528)
tender-item: • ಸಮುದಾಯ ಭವನ ದುರಸ್ತಿ xyxy=(15,1823,81,1832)
tender-office: ಹೇರೂರು ಗ್ರಾಮ ಪಂಚಾಯಿತಿ ಕಾರ್ಯಾಲಯ xyxy=(70,1371,240,1385)
quote-1-author: ಮುನಿವೀರಣ್ಣ ದಿಂಬಹಳ್ಳಿ, ಸ್ಥಳೀಯ ನಿವಾಸಿ xyxy=(1042,358,1188,371)
fire-photo xyxy=(996,692,1294,880)
robotics-body-3 xyxy=(1036,1690,1294,2000)
tender-item: • ಉದ್ಯಾನವನ ನಿರ್ವಹಣೆ xyxy=(15,1771,73,1780)
land-photo xyxy=(262,734,674,932)
kirusuddi-label-2: ಸುದ್ದಿ xyxy=(126,108,165,137)
jatra-text: ಸೂಲಿಬೆಲೆ ಸಮೀಪದ ಗ್ರಾಮದಲ್ಲಿರುವ ಶ್ರೀ ಮಹಾಕಾಳಿ ದೇವಾಲಯದಲ್ಲಿ ಏ.22, 23ರಂದು ಜಾತ್ರಾ ಮಹೋತ್ಸವ ನಡೆಯಲಿದೆ ಎಂದು ಪ್ರಧಾನ ಅರ್ಚಕರು ತಿಳಿಸಿದ್ದಾರೆ. ಏ.22ರಂದು ಮಂಗಳವಾರ ಬೆಳಗ್ಗೆ ಗಣಪತಿ ಹೋಮ, ನವಗ್ರಹ ಹೋಮ, ಮಹಾಕಾಳಿ ಹೋಮ, ದುರ್ಗಾ ಹೋಮ, ಪೂರ್ಣಾಹುತಿ, ಅಲಂಕಾರ, ದೀಪಾರಾಧನೆ, ಸಂಜೆ ಅಮ್ಮನವರ ಉತ್ಸವ ನಡೆಯಲಿದೆ. ಏ.23ರಂದು ಬುಧವಾರ ವಿಶೇಷ ಪೂಜಾ ಕಾರ್ಯಕ್ರಮಗಳು, ಅನ್ನಸಂತರ್ಪಣೆ ಜರುಗಲಿದೆ. ವಿವರಗಳಿಗೆ 9738317945 ಸಂಪರ್ಕಿಸಬಹುದಾಗಿದೆ. xyxy=(696,963,940,1077)
bhajana-text: ಇಲ್ಲಿನ ಕುರುಬರ ಪೇಟೆಯಲ್ಲಿರುವ ಶ್ರೀ ಪಟ್ಟಾಭಿರಾಮ ದೇವಾಲಯದಲ್ಲಿ 23ನೇ ವರ್ಷದ ಶ್ರೀರಾಮ ಕೋಟಿ ಭಜನಾ ಕಾರ್ಯಕ್ರಮ ಏ.20ರಂದು ಭಾನುವಾರ ಬೆಳಗ್ಗೆ 10.30ರಿಂದ ಏ.21 ಸೋಮವಾರ 12 ಗಂಟೆಯವರೆಗೆ ಭಜನಾ ಮಂಡಳಿಗಳ ಸಹಯೋಗದಲ್ಲಿ ನಡೆಯಲಿದೆ. ಏ.21ರಂದು ಸೋಮವಾರ ಅನ್ನಸಂತರ್ಪಣೆ ಕಾರ್ಯಕ್ರಮ ನಡೆಯಲಿದೆ ಎಂದು ಆಯೋಜಕರು ತಿಳಿಸಿದ್ದಾರೆ. xyxy=(696,1215,940,1300)
tender-signature-left xyxy=(15,1939,151,1983)
tender-item: • ಪ್ರಿಂಟರ್ ಟೋನರ್ ಸರಬರಾಜು xyxy=(15,1636,91,1645)
sign-left-line-4: ಕಾರ್ಯಾಲಯ xyxy=(65,1973,101,1982)
tender-item: • ಜಿ.ಐ. ಪೈಪ್ ಸರಬರಾಜು xyxy=(15,1574,78,1583)
teacher-headline: ಅನಾರೋಗ್ಯದಿಂದ ಹಿಂದಿ ಟೀಚರ್ ನಿಧನ: ಕಣ್ಣೀರು xyxy=(958,905,1294,971)
sign-left-line-2: ಅಧ್ಯಕ್ಷರು xyxy=(71,1951,95,1960)
registration-marks xyxy=(1174,1990,1231,2002)
lead-byline: ತಾವರೆಕೆರೆ ಟಿ.ನಾಗರಾಜ್ xyxy=(262,202,349,215)
lead-photo-graphic xyxy=(520,206,1014,518)
tender-item: • ಶಾಲಾ ಕಟ್ಟಡ ದುರಸ್ತಿ ಕಾಮಗಾರಿ xyxy=(15,1667,92,1676)
registration-marks xyxy=(444,1990,501,2002)
canter-headline: ಕ್ಯಾಂಟರ್ ಪಲ್ಟಿ: ಪ್ರಾಣಾಪಾಯದಿಂದ ಪಾರು xyxy=(262,1084,530,1108)
